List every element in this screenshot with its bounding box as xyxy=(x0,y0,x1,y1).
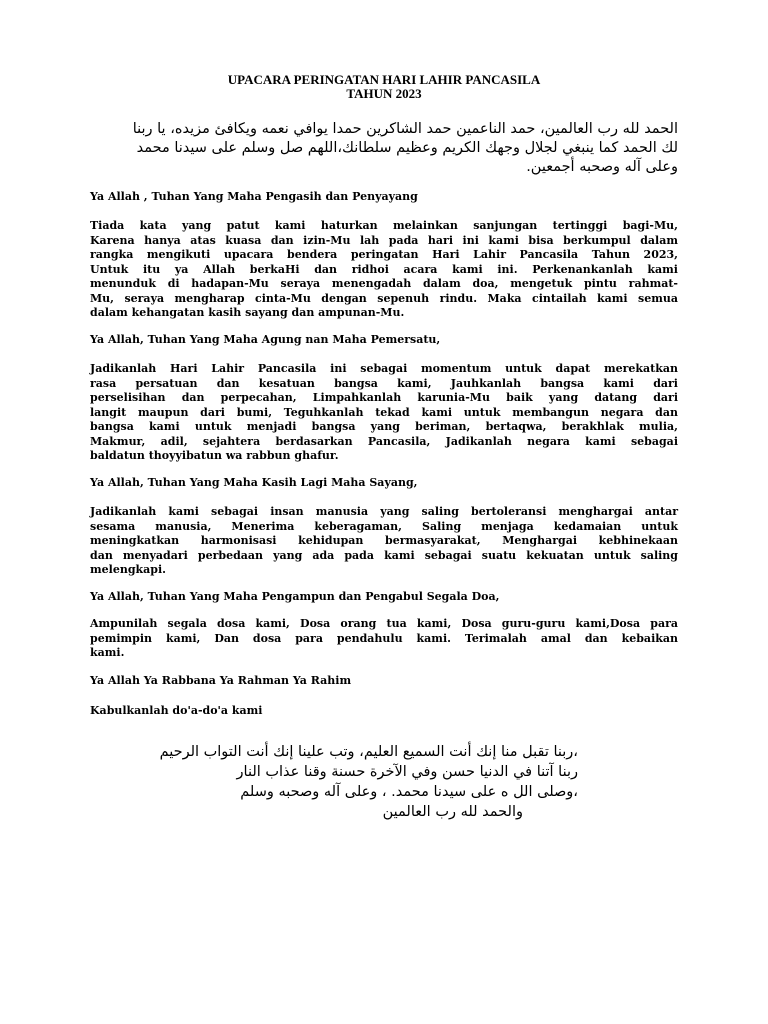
opening-arabic-line2: لك الحمد كما ينبغي لجلال وجهك الكريم وعظيم سلطانك،اللهم صل وسلم على سيدنا محمد xyxy=(136,140,678,156)
invocation-pengampun: Ya Allah, Tuhan Yang Maha Pengampun dan Pengabul Segala Doa, xyxy=(90,590,500,603)
opening-arabic-line3: وعلى آله وصحبه أجمعين. xyxy=(526,159,678,175)
document-title-line2: TAHUN 2023 xyxy=(346,86,422,101)
closing-arabic-line4: والحمد لله رب العالمين xyxy=(382,804,523,820)
closing-request: Kabulkanlah do'a-do'a kami xyxy=(90,704,263,717)
invocation-kasih-sayang: Ya Allah, Tuhan Yang Maha Kasih Lagi Maha Sayang, xyxy=(90,476,418,489)
paragraph-toleransi: Jadikanlah kami sebagai insan manusia yang saling bertoleransi menghargai antar sesama manusia, Menerima keberagaman, Saling menjaga kedamaian untuk meningkatkan harmonisasi kehidupan bermasyarakat, Menghargai kebhinekaan dan menyadari perbedaan yang ada pada kami sebagai suatu kekuatan untuk saling melengkapi. xyxy=(90,505,678,576)
invocation-rabbana: Ya Allah Ya Rabbana Ya Rahman Ya Rahim xyxy=(90,674,352,687)
paragraph-ampunan: Ampunilah segala dosa kami, Dosa orang tua kami, Dosa guru-guru kami,Dosa para pemimpin kami, Dan dosa para pendahulu kami. Terimalah amal dan kebaikan kami. xyxy=(90,617,678,659)
invocation-pemersatu: Ya Allah, Tuhan Yang Maha Agung nan Maha Pemersatu, xyxy=(90,333,441,346)
closing-arabic-line1: ،ربنا تقبل منا إنك أنت السميع العليم، وتب علينا إنك أنت التواب الرحيم xyxy=(159,744,578,760)
invocation-pengasih: Ya Allah , Tuhan Yang Maha Pengasih dan Penyayang xyxy=(90,190,418,203)
closing-arabic-line3: ،وصلى الل ه على سيدنا محمد. ، وعلى آله وصحبه وسلم xyxy=(240,784,578,800)
opening-arabic-line1: الحمد لله رب العالمين، حمد الناعمين حمد الشاكرين حمدا يوافي نعمه ويكافئ مزيده، يا ربنا xyxy=(132,121,678,137)
paragraph-persatuan: Jadikanlah Hari Lahir Pancasila ini sebagai momentum untuk dapat merekatkan rasa persatuan dan kesatuan bangsa kami, Jauhkanlah bangsa kami dari perselisihan dan perpecahan, Limpahkanlah karunia-Mu baik yang datang dari langit maupun dari bumi, Teguhkanlah tekad kami untuk membangun negara dan bangsa kami untuk menjadi bangsa yang beriman, bertaqwa, berakhlak mulia, Makmur, adil, sejahtera berdasarkan Pancasila, Jadikanlah negara kami sebagai baldatun thoyyibatun wa rabbun ghafur. xyxy=(90,362,678,462)
closing-arabic-line2: ربنا آتنا في الدنيا حسن وفي الآخرة حسنة وقنا عذاب النار xyxy=(236,764,578,780)
document-title-line1: UPACARA PERINGATAN HARI LAHIR PANCASILA xyxy=(227,72,541,87)
paragraph-sanjungan: Tiada kata yang patut kami haturkan melainkan sanjungan tertinggi bagi-Mu, Karena hanya atas kuasa dan izin-Mu lah pada hari ini kami bisa berkumpul dalam rangka mengikuti upacara bendera peringatan Hari Lahir Pancasila Tahun 2023, Untuk itu ya Allah berkaHi dan ridhoi acara kami ini. Perkenankanlah kami menunduk di hadapan-Mu seraya menengadah dalam doa, mengetuk pintu rahmat- Mu, seraya mengharap cinta-Mu dengan sepenuh rindu. Maka cintailah kami semua dalam kehangatan kasih sayang dan ampunan-Mu. xyxy=(90,219,678,319)
